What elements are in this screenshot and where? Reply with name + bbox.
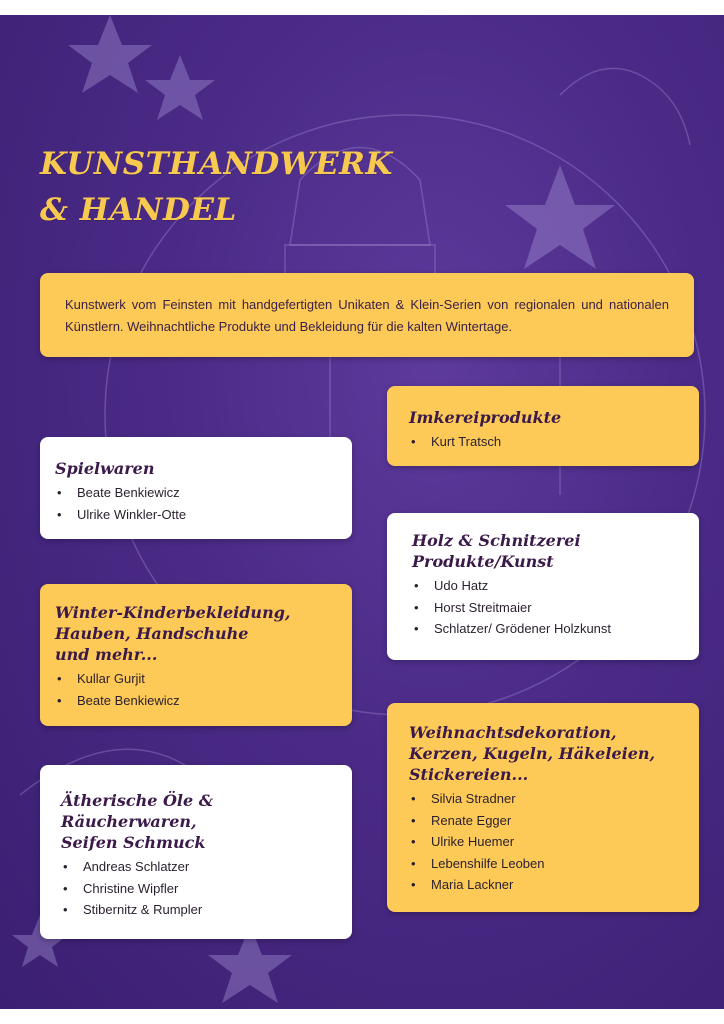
card-winter-kinderbekleidung [40, 584, 352, 726]
list-item: • Andreas Schlatzer [61, 856, 352, 878]
vendor-list [412, 575, 699, 640]
star-icon [68, 15, 152, 93]
list-item: • Christine Wipfler [61, 878, 352, 900]
card-imkereiprodukte [387, 386, 699, 466]
list-item: • Silvia Stradner [409, 788, 699, 810]
vendor-list [61, 856, 352, 921]
list-item: • Kurt Tratsch [409, 431, 699, 453]
star-icon [145, 55, 215, 120]
card-heading: Ätherische Öle & Räucherwaren, Seifen Schmuck [61, 791, 214, 852]
title-line-1: KUNSTHANDWERK [40, 146, 393, 182]
list-item: • Beate Benkiewicz [55, 482, 352, 504]
star-icon [505, 165, 615, 269]
list-item: • Horst Streitmaier [412, 597, 699, 619]
card-weihnachtsdekoration [387, 703, 699, 912]
list-item: • Udo Hatz [412, 575, 699, 597]
list-item: • Renate Egger [409, 810, 699, 832]
card-heading: Holz & Schnitzerei Produkte/Kunst [412, 531, 581, 571]
title-line-2: & HANDEL [40, 192, 237, 228]
list-item: • Ulrike Huemer [409, 831, 699, 853]
card-holz-schnitzerei [387, 513, 699, 660]
branch-outline [560, 68, 690, 145]
card-heading: Weihnachtsdekoration, Kerzen, Kugeln, Häkeleien, Stickereien... [409, 723, 656, 784]
intro-card: Kunstwerk vom Feinsten mit handgefertigten Unikaten & Klein-Serien von regionalen und nationalen Künstlern. Weihnachtliche Produkte und Bekleidung für die kalten Wintertage. [40, 273, 694, 357]
list-item: • Kullar Gurjit [55, 668, 352, 690]
card-heading: Winter-Kinderbekleidung, Hauben, Handschuhe und mehr... [55, 603, 291, 664]
list-item: • Stibernitz & Rumpler [61, 899, 352, 921]
card-spielwaren [40, 437, 352, 539]
page-title [40, 141, 393, 233]
card-aetherische-oele [40, 765, 352, 939]
vendor-list [55, 668, 352, 711]
list-item: • Beate Benkiewicz [55, 690, 352, 712]
vendor-list [55, 482, 352, 525]
list-item: • Ulrike Winkler-Otte [55, 504, 352, 526]
card-heading: Imkereiprodukte [409, 408, 562, 427]
list-item: • Maria Lackner [409, 874, 699, 896]
vendor-list [409, 788, 699, 896]
list-item: • Schlatzer/ Grödener Holzkunst [412, 618, 699, 640]
list-item: • Lebenshilfe Leoben [409, 853, 699, 875]
poster-page [0, 15, 724, 1009]
card-heading: Spielwaren [55, 459, 155, 478]
vendor-list [409, 431, 699, 453]
